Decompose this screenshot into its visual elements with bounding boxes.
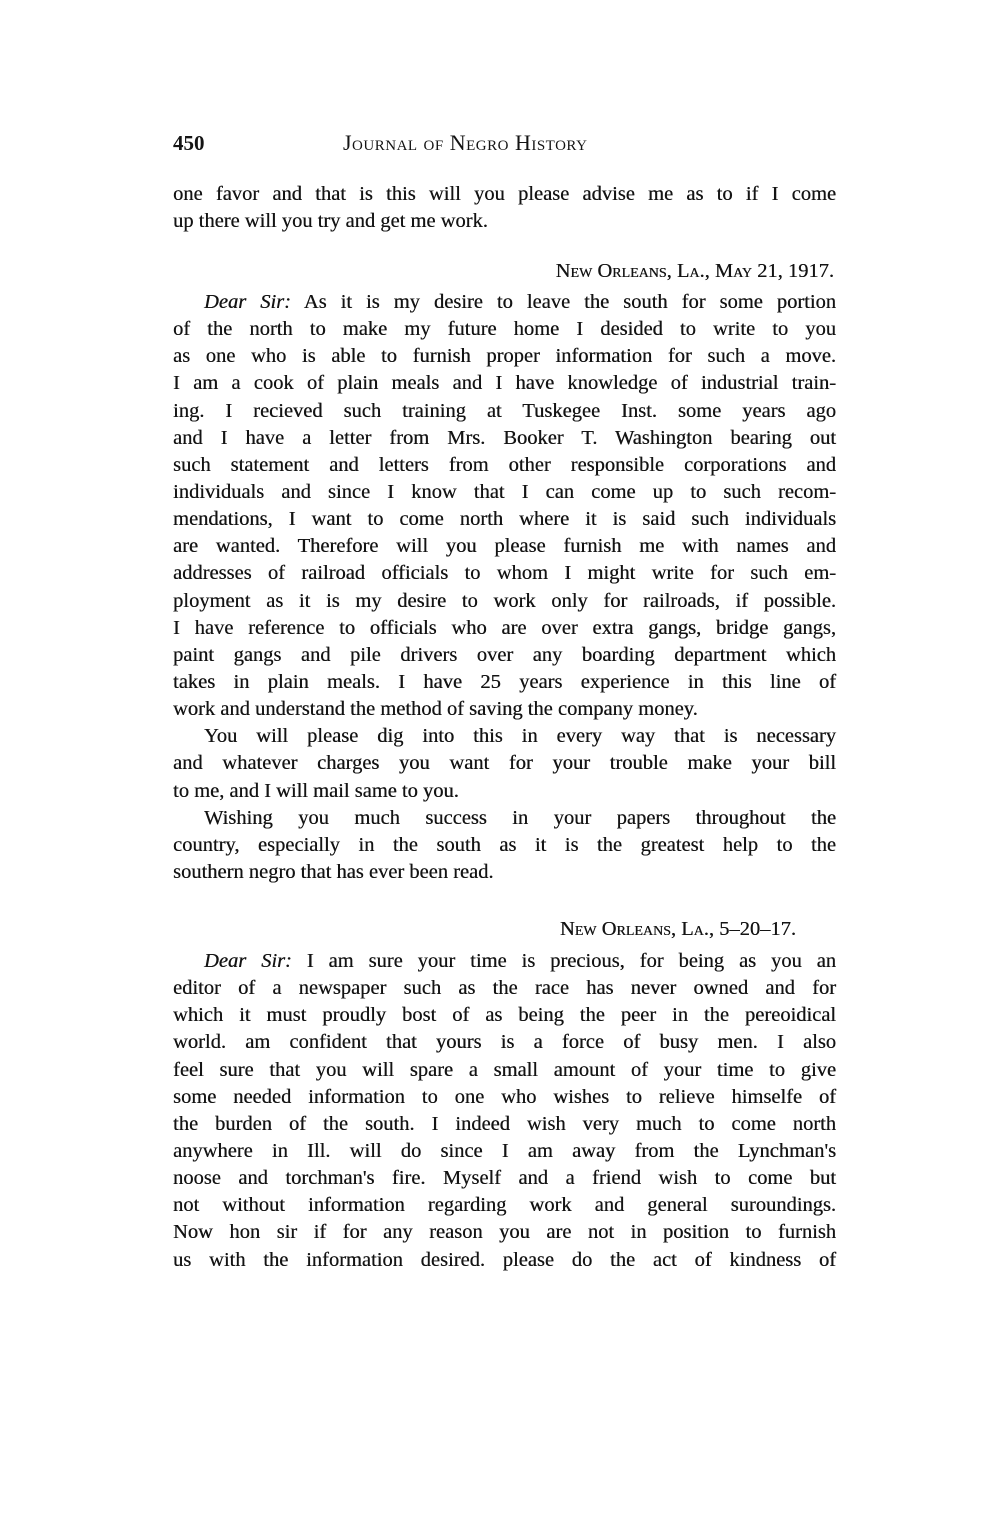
text-line: noose and torchman's fire. Myself and a friend wish to come but <box>173 1167 836 1190</box>
text-line: one favor and that is this will you please advise me as to if I come <box>173 183 836 205</box>
text-line: individuals and since I know that I can come up to such recom- <box>173 480 836 503</box>
text-line: which it must proudly bost of as being the peer in the pereoidical <box>173 1004 836 1027</box>
text-segment: I am sure your time is precious, for being as you an <box>291 950 836 972</box>
text-line: mendations, I want to come north where it is said such individuals <box>173 508 836 531</box>
salutation: Dear Sir: <box>204 950 292 972</box>
text-line: You will please dig into this in every way that is necessary <box>204 725 836 748</box>
running-title: Journal of Negro History <box>343 130 588 155</box>
text-line: work and understand the method of saving the company money. <box>173 698 698 721</box>
text-line: not without information regarding work and general suroundings. <box>173 1194 836 1217</box>
text-line: us with the information desired. please do the act of kindness of <box>173 1248 836 1271</box>
text-line: the burden of the south. I indeed wish very much to come north <box>173 1112 836 1135</box>
text-line: ployment as it is my desire to work only for railroads, if possible. <box>173 589 836 612</box>
text-line: such statement and letters from other responsible corporations and <box>173 453 836 476</box>
text-line: up there will you try and get me work. <box>173 210 488 233</box>
page-header <box>173 129 836 157</box>
letter2-body <box>173 948 836 1274</box>
text-line <box>173 289 836 316</box>
text-line: and I have a letter from Mrs. Booker T. Washington bearing out <box>173 426 836 449</box>
continuation-paragraph <box>173 181 836 235</box>
text-line: addresses of railroad officials to whom I might write for such em- <box>173 562 836 585</box>
text-line: to me, and I will mail same to you. <box>173 779 459 802</box>
text-line: and whatever charges you want for your trouble make your bill <box>173 752 836 775</box>
letter1-dateline: New Orleans, La., May 21, 1917. <box>555 260 834 282</box>
text-line: some needed information to one who wishes to relieve himselfe of <box>173 1085 836 1108</box>
text-line: I am a cook of plain meals and I have knowledge of industrial train- <box>173 372 836 395</box>
text-line: of the north to make my future home I desided to write to you <box>173 318 836 341</box>
letter1-body <box>173 289 836 886</box>
text-segment: As it is my desire to leave the south for some portion <box>290 291 836 313</box>
text-line: world. am confident that yours is a force of busy men. I also <box>173 1031 836 1054</box>
text-line: Wishing you much success in your papers throughout the <box>204 806 836 829</box>
salutation: Dear Sir: <box>204 291 291 313</box>
text-line: ing. I recieved such training at Tuskegee Inst. some years ago <box>173 399 836 422</box>
text-line: paint gangs and pile drivers over any boarding department which <box>173 643 836 666</box>
text-line: I have reference to officials who are over extra gangs, bridge gangs, <box>173 616 836 639</box>
text-line: takes in plain meals. I have 25 years experience in this line of <box>173 670 836 693</box>
text-line: editor of a newspaper such as the race has never owned and for <box>173 977 836 1000</box>
text-line: southern negro that has ever been read. <box>173 860 494 883</box>
letter2-dateline: New Orleans, La., 5–20–17. <box>559 918 796 940</box>
text-line: country, especially in the south as it is the greatest help to the <box>173 833 836 856</box>
text-line: feel sure that you will spare a small amount of your time to give <box>173 1058 836 1081</box>
text-line <box>173 948 836 975</box>
page-number: 450 <box>173 131 205 155</box>
text-line: as one who is able to furnish proper information for such a move. <box>173 345 836 368</box>
text-line: Now hon sir if for any reason you are not in position to furnish <box>173 1221 836 1244</box>
text-line: are wanted. Therefore will you please furnish me with names and <box>173 535 836 558</box>
text-line: anywhere in Ill. will do since I am away from the Lynchman's <box>173 1139 836 1162</box>
